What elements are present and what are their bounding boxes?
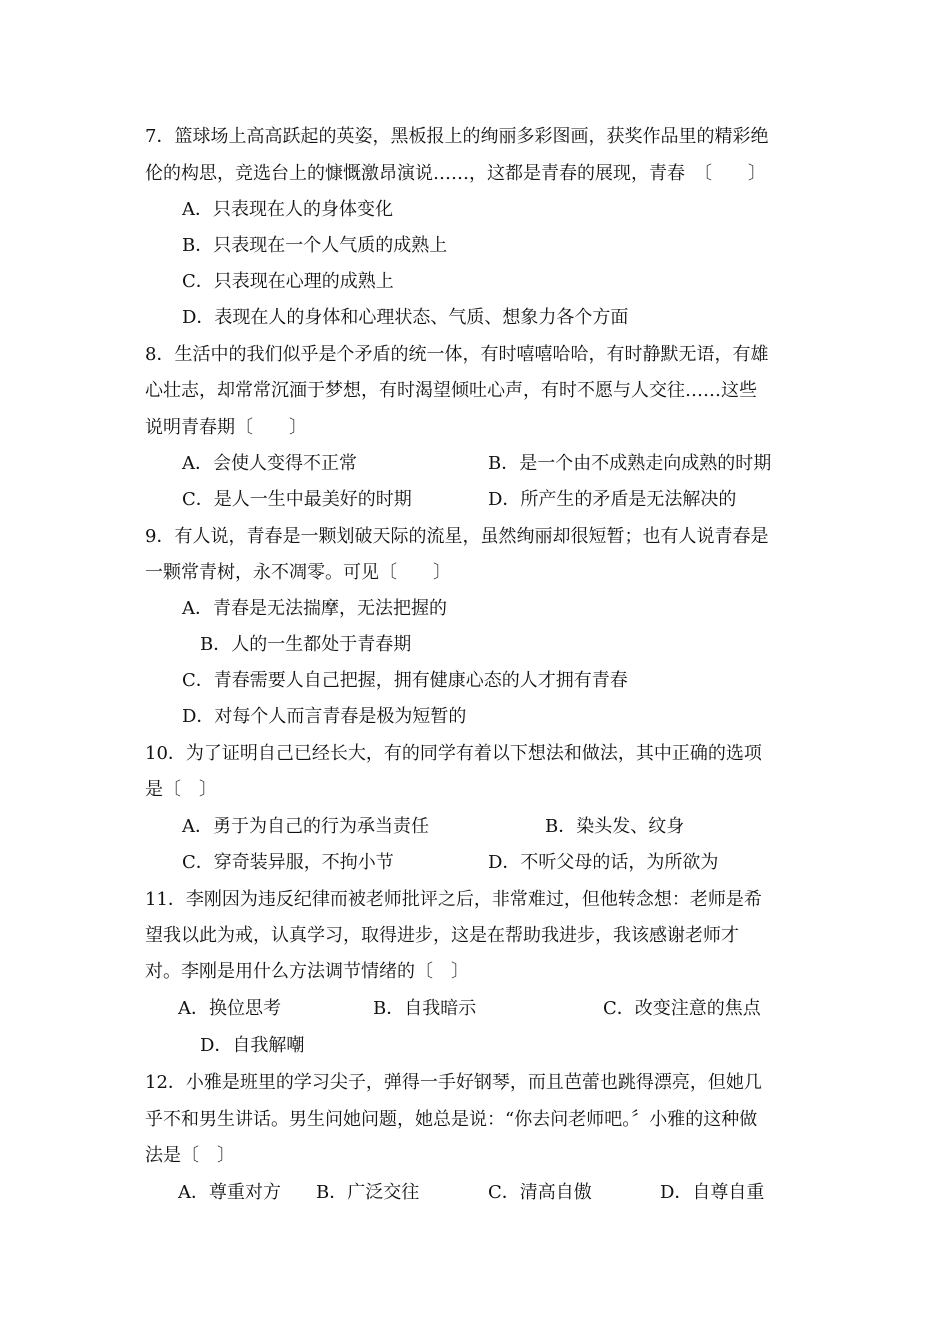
q11-stem-line2: 望我以此为戒，认真学习，取得进步，这是在帮助我进步，我该感谢老师才 — [145, 925, 739, 946]
q9-option-c: C．青春需要人自己把握，拥有健康心态的人才拥有青春 — [182, 670, 628, 691]
q12-option-c: C．清高自傲 — [488, 1182, 592, 1203]
q10-stem-line2: 是〔 〕 — [145, 779, 217, 800]
q7-stem-line2: 伦的构思，竞选台上的慷慨激昂演说……，这都是青春的展现，青春 〔 〕 — [145, 163, 766, 184]
q11-option-b: B．自我暗示 — [373, 998, 477, 1019]
q7-option-b: B．只表现在一个人气质的成熟上 — [182, 235, 448, 256]
q11-option-c: C．改变注意的焦点 — [603, 998, 761, 1019]
q12-stem-line1: 12．小雅是班里的学习尖子，弹得一手好钢琴，而且芭蕾也跳得漂亮，但她几 — [145, 1072, 762, 1093]
q9-stem-line1: 9．有人说，青春是一颗划破天际的流星，虽然绚丽却很短暂；也有人说青春是 — [145, 526, 769, 547]
q8-option-b: B．是一个由不成熟走向成熟的时期 — [488, 453, 772, 474]
q12-option-b: B．广泛交往 — [316, 1182, 420, 1203]
q8-option-d: D．所产生的矛盾是无法解决的 — [488, 489, 737, 510]
q11-option-d: D．自我解嘲 — [200, 1035, 305, 1056]
q8-stem-line1: 8．生活中的我们似乎是个矛盾的统一体，有时嘻嘻哈哈，有时静默无语，有雄 — [145, 344, 769, 365]
q10-stem-line1: 10．为了证明自己已经长大，有的同学有着以下想法和做法，其中正确的选项 — [145, 743, 762, 764]
q10-option-d: D．不听父母的话，为所欲为 — [488, 852, 719, 873]
q11-stem-line1: 11．李刚因为违反纪律而被老师批评之后，非常难过，但他转念想：老师是希 — [145, 889, 762, 910]
q9-stem-line2: 一颗常青树，永不凋零。可见〔 〕 — [145, 562, 451, 583]
q12-stem-line3: 法是〔 〕 — [145, 1145, 235, 1166]
q9-option-d: D．对每个人而言青春是极为短暂的 — [182, 706, 467, 727]
q8-option-c: C．是人一生中最美好的时期 — [182, 489, 412, 510]
q12-option-d: D．自尊自重 — [660, 1182, 765, 1203]
q7-option-d: D．表现在人的身体和心理状态、气质、想象力各个方面 — [182, 307, 629, 328]
q12-option-a: A．尊重对方 — [178, 1182, 281, 1203]
q11-option-a: A．换位思考 — [178, 998, 281, 1019]
q7-option-a: A．只表现在人的身体变化 — [182, 199, 393, 220]
q7-stem-line1: 7．篮球场上高高跃起的英姿，黑板报上的绚丽多彩图画，获奖作品里的精彩绝 — [145, 126, 769, 147]
q9-option-a: A．青春是无法揣摩，无法把握的 — [182, 598, 447, 619]
q11-stem-line3: 对。李刚是用什么方法调节情绪的〔 〕 — [145, 961, 469, 982]
q8-stem-line3: 说明青春期〔 〕 — [145, 417, 307, 438]
q8-option-a: A．会使人变得不正常 — [182, 453, 357, 474]
q10-option-b: B．染头发、纹身 — [545, 816, 685, 837]
q9-option-b: B．人的一生都处于青春期 — [200, 634, 412, 655]
q12-stem-line2: 乎不和男生讲话。男生问她问题，她总是说：“你去问老师吧。〞小雅的这种做 — [145, 1109, 758, 1130]
q10-option-c: C．穿奇装异服，不拘小节 — [182, 852, 394, 873]
q7-option-c: C．只表现在心理的成熟上 — [182, 271, 394, 292]
q8-stem-line2: 心壮志，却常常沉湎于梦想，有时渴望倾吐心声，有时不愿与人交往……这些 — [145, 380, 757, 401]
q10-option-a: A．勇于为自己的行为承当责任 — [182, 816, 429, 837]
